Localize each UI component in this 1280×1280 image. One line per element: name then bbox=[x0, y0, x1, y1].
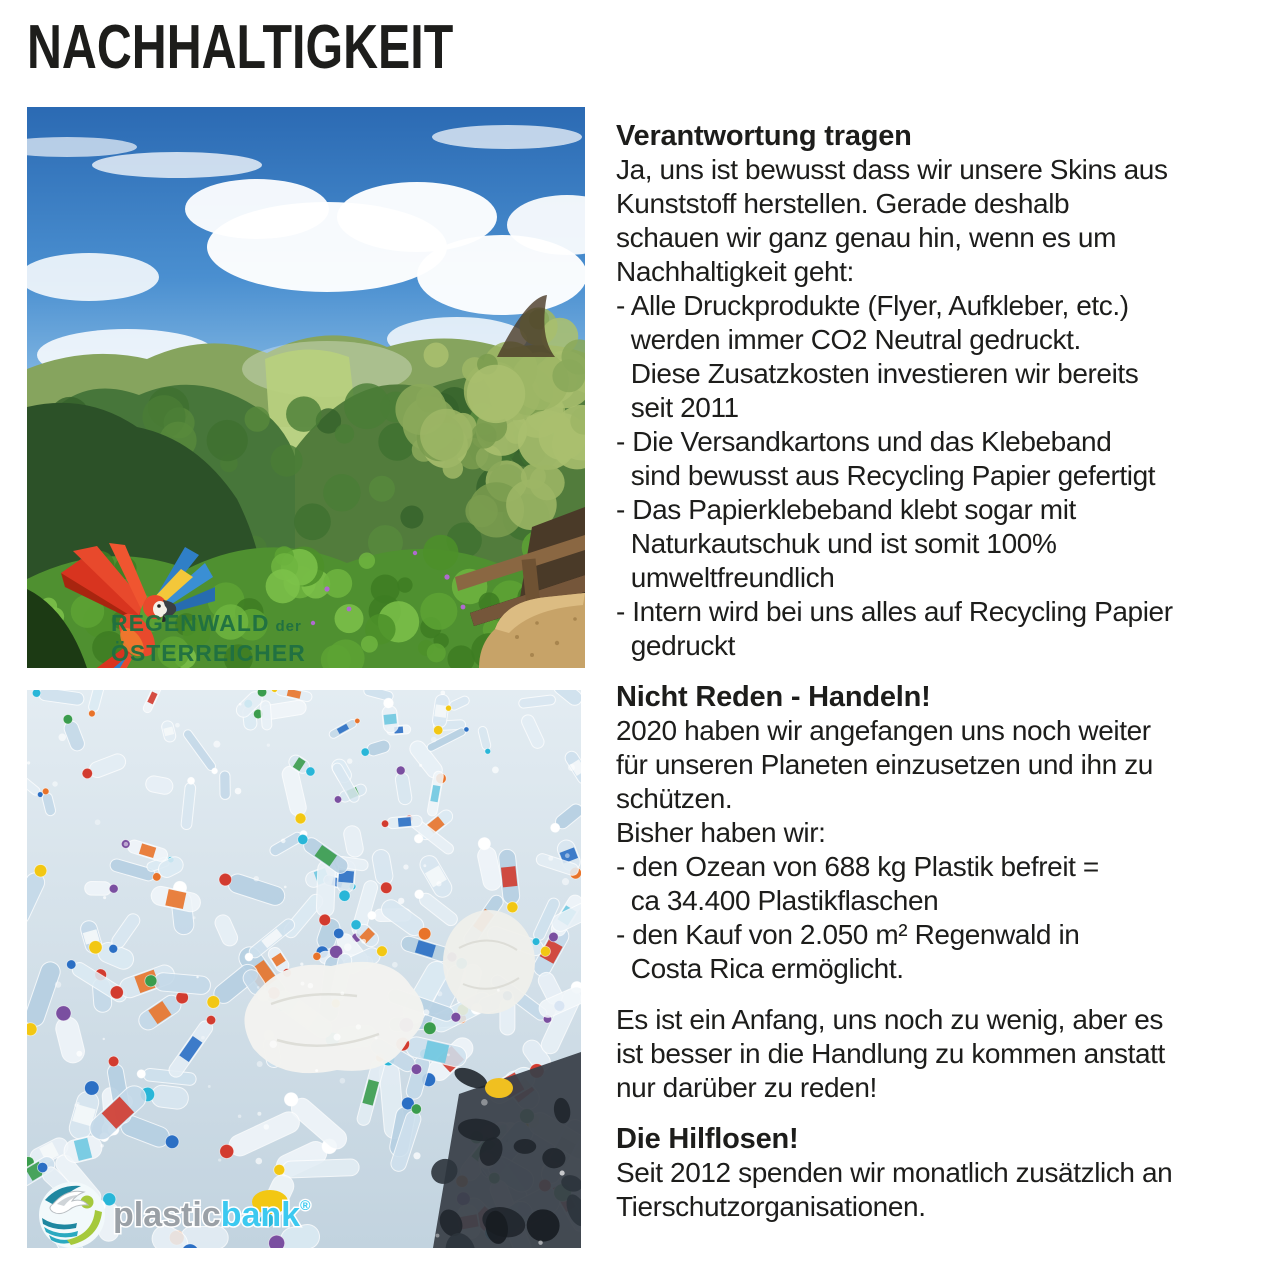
text-line: Diese Zusatzkosten investieren wir bereits bbox=[616, 358, 1139, 389]
regenwald-logo-line2: ÖSTERREICHER bbox=[111, 640, 306, 666]
text-line: seit 2011 bbox=[616, 392, 739, 423]
yellow-object bbox=[485, 1078, 513, 1098]
text-line: gedruckt bbox=[616, 630, 735, 661]
text-line: - Intern wird bei uns alles auf Recycling Papier bbox=[616, 596, 1173, 627]
text-line: nur darüber zu reden! bbox=[616, 1072, 877, 1103]
rainforest-image bbox=[27, 107, 585, 668]
text-line: werden immer CO2 Neutral gedruckt. bbox=[616, 324, 1081, 355]
section-verantwortung bbox=[616, 119, 1276, 663]
rainforest-illustration bbox=[27, 107, 585, 668]
text-line: Bisher haben wir: bbox=[616, 817, 826, 848]
text-line: ca 34.400 Plastikflaschen bbox=[616, 885, 939, 916]
text-line: - Die Versandkartons und das Klebeband bbox=[616, 426, 1112, 457]
text-line: für unseren Planeten einzusetzen und ihn zu bbox=[616, 749, 1153, 780]
section-heading: Die Hilflosen! bbox=[616, 1123, 799, 1155]
text-line: schauen wir ganz genau hin, wenn es um bbox=[616, 222, 1117, 253]
text-line: Nachhaltigkeit geht: bbox=[616, 256, 854, 287]
text-line: - Das Papierklebeband klebt sogar mit bbox=[616, 494, 1076, 525]
text-line: Seit 2012 spenden wir monatlich zusätzlich an bbox=[616, 1157, 1173, 1188]
text-line: Ja, uns ist bewusst dass wir unsere Skins aus bbox=[616, 154, 1168, 185]
text-line: - den Kauf von 2.050 m² Regenwald in bbox=[616, 919, 1080, 950]
plasticbank-logo-text: plasticbank® bbox=[113, 1196, 311, 1234]
text-line: Es ist ein Anfang, uns noch zu wenig, aber es bbox=[616, 1004, 1164, 1035]
text-line: Naturkautschuk und ist somit 100% bbox=[616, 528, 1057, 559]
text-column bbox=[616, 119, 1276, 1224]
text-line: Tierschutzorganisationen. bbox=[616, 1191, 926, 1222]
text-line: Costa Rica ermöglicht. bbox=[616, 953, 904, 984]
section-heading: Verantwortung tragen bbox=[616, 120, 912, 152]
section-hilflosen bbox=[616, 1122, 1276, 1224]
plastic-bottles-image bbox=[27, 690, 581, 1248]
section-heading: Nicht Reden - Handeln! bbox=[616, 681, 931, 713]
text-line: Kunststoff herstellen. Gerade deshalb bbox=[616, 188, 1070, 219]
section-anfang bbox=[616, 1003, 1276, 1105]
regenwald-logo-line1: REGENWALD der bbox=[111, 610, 302, 636]
text-line: - den Ozean von 688 kg Plastik befreit = bbox=[616, 851, 1099, 882]
text-line: ist besser in die Handlung zu kommen anstatt bbox=[616, 1038, 1165, 1069]
page-title: NACHHALTIGKEIT bbox=[27, 13, 454, 82]
section-nicht-reden bbox=[616, 680, 1276, 986]
text-line: - Alle Druckprodukte (Flyer, Aufkleber, etc.) bbox=[616, 290, 1129, 321]
text-line: sind bewusst aus Recycling Papier gefertigt bbox=[616, 460, 1156, 491]
text-line: 2020 haben wir angefangen uns noch weiter bbox=[616, 715, 1151, 746]
text-line: schützen. bbox=[616, 783, 733, 814]
plastic-bottles-illustration bbox=[27, 690, 581, 1248]
text-line: umweltfreundlich bbox=[616, 562, 835, 593]
